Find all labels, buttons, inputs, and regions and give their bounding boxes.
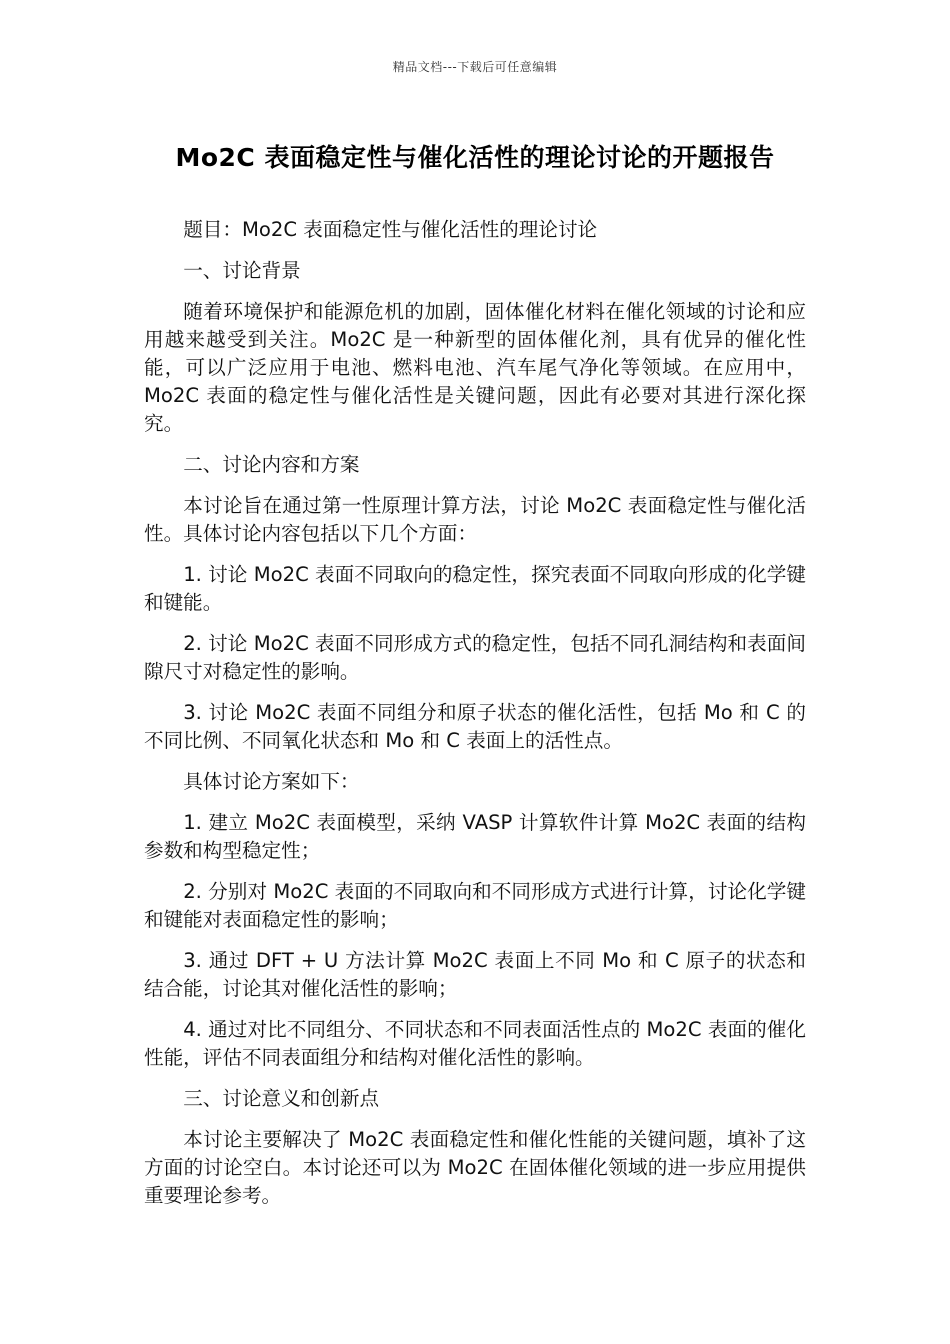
section-heading-content: 二、讨论内容和方案 — [183, 453, 360, 476]
plan-item-3: 3. 通过 DFT + U 方法计算 Mo2C 表面上不同 Mo 和 C 原子的状态和结合能，讨论其对催化活性的影响； — [144, 949, 806, 1000]
content-intro-paragraph: 本讨论旨在通过第一性原理计算方法，讨论 Mo2C 表面稳定性与催化活性。具体讨论内容包括以下几个方面： — [144, 494, 806, 545]
background-paragraph: 随着环境保护和能源危机的加剧，固体催化材料在催化领域的讨论和应用越来越受到关注。Mo2C 是一种新型的固体催化剂，具有优异的催化性能，可以广泛应用于电池、燃料电池、汽车尾气净化等领域。在应用中，Mo2C 表面的稳定性与催化活性是关键问题，因此有必要对其进行深化探究。 — [144, 300, 806, 435]
content-item-3: 3. 讨论 Mo2C 表面不同组分和原子状态的催化活性，包括 Mo 和 C 的不同比例、不同氧化状态和 Mo 和 C 表面上的活性点。 — [144, 701, 806, 752]
content-item-2: 2. 讨论 Mo2C 表面不同形成方式的稳定性，包括不同孔洞结构和表面间隙尺寸对稳定性的影响。 — [144, 632, 806, 683]
section-heading-significance: 三、讨论意义和创新点 — [183, 1087, 380, 1110]
document-body — [144, 216, 806, 1210]
header-note: 精品文档---下载后可任意编辑 — [392, 60, 558, 74]
plan-intro: 具体讨论方案如下： — [183, 770, 360, 793]
document-title: Mo2C 表面稳定性与催化活性的理论讨论的开题报告 — [175, 143, 775, 172]
topic-line: 题目：Mo2C 表面稳定性与催化活性的理论讨论 — [183, 218, 598, 241]
plan-item-1: 1. 建立 Mo2C 表面模型，采纳 VASP 计算软件计算 Mo2C 表面的结构参数和构型稳定性； — [144, 811, 806, 862]
section-heading-background: 一、讨论背景 — [183, 259, 301, 282]
significance-paragraph: 本讨论主要解决了 Mo2C 表面稳定性和催化性能的关键问题，填补了这方面的讨论空白。本讨论还可以为 Mo2C 在固体催化领域的进一步应用提供重要理论参考。 — [144, 1128, 806, 1207]
plan-item-2: 2. 分别对 Mo2C 表面的不同取向和不同形成方式进行计算，讨论化学键和键能对表面稳定性的影响； — [144, 880, 806, 931]
plan-item-4: 4. 通过对比不同组分、不同状态和不同表面活性点的 Mo2C 表面的催化性能，评估不同表面组分和结构对催化活性的影响。 — [144, 1018, 806, 1069]
content-item-1: 1. 讨论 Mo2C 表面不同取向的稳定性，探究表面不同取向形成的化学键和键能。 — [144, 563, 806, 614]
